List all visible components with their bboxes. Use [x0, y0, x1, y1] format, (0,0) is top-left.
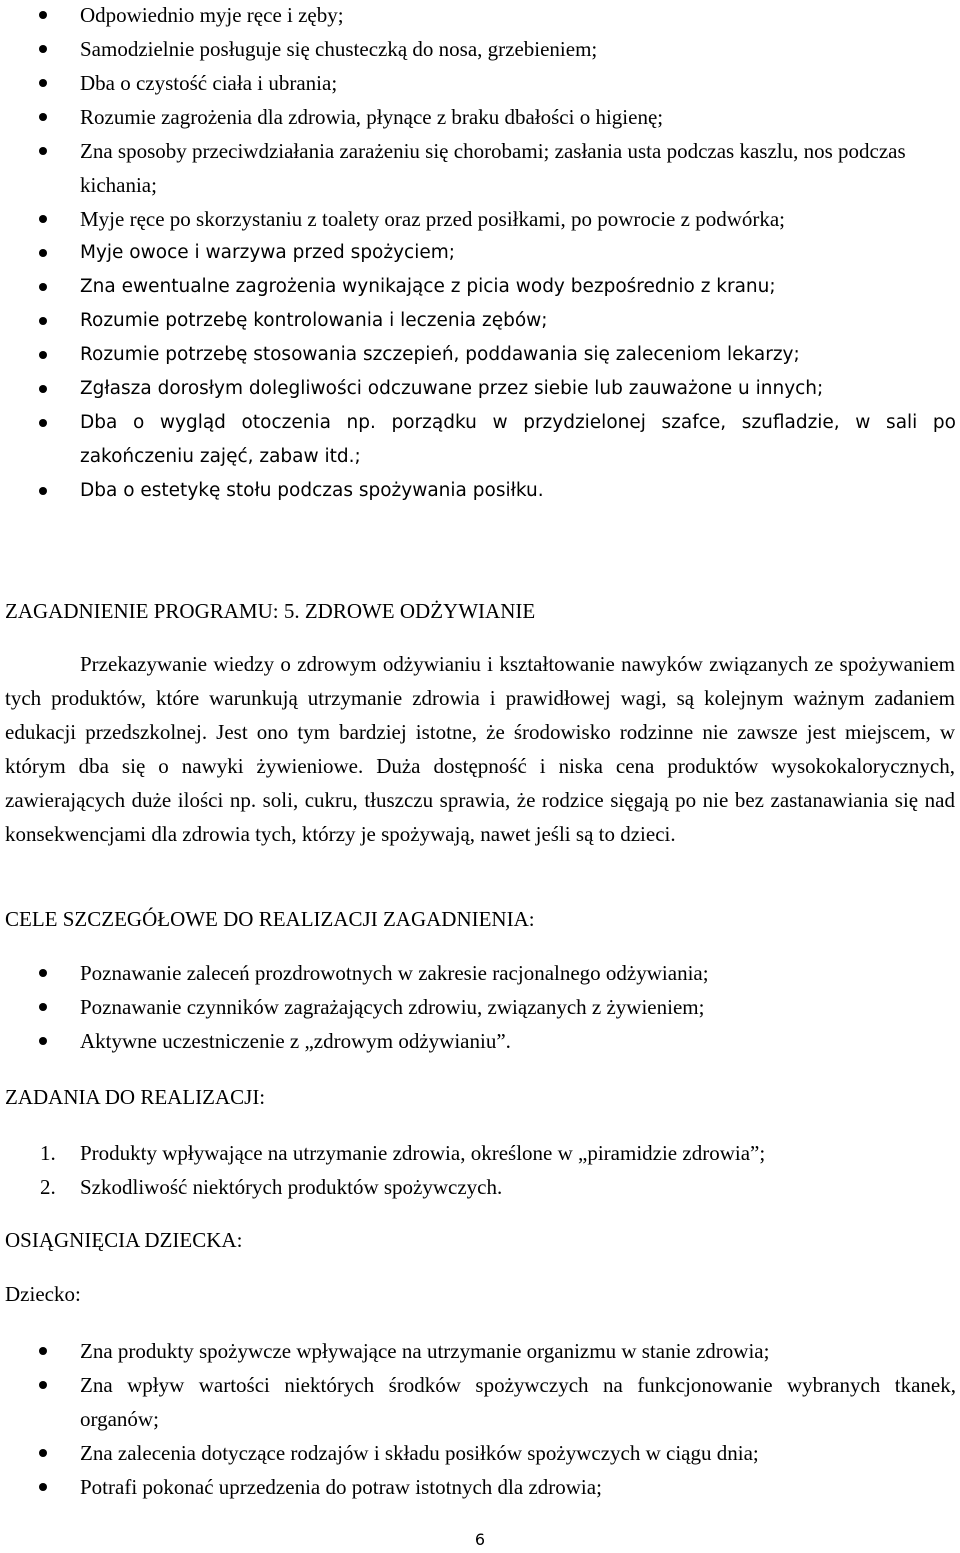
list-item: Zna sposoby przeciwdziałania zarażeniu się chorobami; zasłania usta podczas kaszlu, nos podczas kichania;	[0, 134, 960, 202]
list-item: Samodzielnie posługuje się chusteczką do nosa, grzebieniem;	[0, 32, 960, 66]
achievements-list	[0, 1334, 960, 1504]
list-item: Odpowiednio myje ręce i zęby;	[0, 0, 960, 32]
tasks-heading: ZADANIA DO REALIZACJI:	[5, 1085, 266, 1109]
list-item: Dba o czystość ciała i ubrania;	[0, 66, 960, 100]
bullet-icon	[39, 113, 47, 121]
achievements-heading: OSIĄGNIĘCIA DZIECKA:	[5, 1228, 243, 1252]
bullet-icon	[39, 215, 47, 223]
bullet-icon	[39, 1483, 47, 1491]
page-number: 6	[474, 1530, 486, 1549]
bullet-icon	[39, 351, 47, 359]
intro-paragraph: Przekazywanie wiedzy o zdrowym odżywianiu i kształtowanie nawyków związanych ze spożywaniem tych produktów, które warunkują utrzymanie zdrowia i prawidłowej wagi, są kolejnym ważnym zadaniem edukacji przedszkolnej. Jest ono tym bardziej istotne, że środowisko rodzinne nie zawsze jest miejscem, w którym dba się o nawyki żywieniowe. Duża dostępność i niska cena produktów wysokokalorycznych, zawierających duże ilości np. soli, cukru, tłuszczu sprawia, że rodzice sięgają po nie bez zastanawiania się nad konsekwencjami dla zdrowia tych, którzy je spożywają, nawet jeśli są to dzieci.	[5, 652, 955, 846]
list-item: Myje owoce i warzywa przed spożyciem;	[0, 236, 960, 270]
list-item: Zgłasza dorosłym dolegliwości odczuwane przez siebie lub zauważone u innych;	[0, 372, 960, 406]
list-item: Poznawanie zaleceń prozdrowotnych w zakresie racjonalnego odżywiania;	[0, 956, 960, 990]
hygiene-list	[0, 0, 960, 508]
bullet-icon	[39, 1381, 47, 1389]
list-item: Aktywne uczestniczenie z „zdrowym odżywianiu”.	[0, 1024, 960, 1058]
tasks-list	[0, 1136, 960, 1204]
bullet-icon	[39, 317, 47, 325]
bullet-icon	[39, 79, 47, 87]
bullet-icon	[39, 249, 47, 257]
section-title: ZAGADNIENIE PROGRAMU: 5. ZDROWE ODŻYWIANIE	[5, 599, 536, 623]
list-item: Zna zalecenia dotyczące rodzajów i składu posiłków spożywczych w ciągu dnia;	[0, 1436, 960, 1470]
bullet-icon	[39, 487, 47, 495]
achievements-subheading: Dziecko:	[5, 1282, 81, 1306]
goals-heading: CELE SZCZEGÓŁOWE DO REALIZACJI ZAGADNIENIA:	[5, 907, 535, 931]
bullet-icon	[39, 1449, 47, 1457]
list-item: Poznawanie czynników zagrażających zdrowiu, związanych z żywieniem;	[0, 990, 960, 1024]
bullet-icon	[39, 11, 47, 19]
list-item: Dba o wygląd otoczenia np. porządku w przydzielonej szafce, szufladzie, w sali po zakończeniu zajęć, zabaw itd.;	[0, 406, 960, 474]
list-item: Zna ewentualne zagrożenia wynikające z picia wody bezpośrednio z kranu;	[0, 270, 960, 304]
bullet-icon	[39, 147, 47, 155]
list-item: 1. Produkty wpływające na utrzymanie zdrowia, określone w „piramidzie zdrowia”;	[40, 1141, 766, 1165]
bullet-icon	[39, 969, 47, 977]
bullet-icon	[39, 385, 47, 393]
goals-list	[0, 956, 960, 1058]
bullet-icon	[39, 283, 47, 291]
list-item: Dba o estetykę stołu podczas spożywania posiłku.	[0, 474, 960, 508]
list-item: 2. Szkodliwość niektórych produktów spożywczych.	[40, 1175, 503, 1199]
list-item: Zna wpływ wartości niektórych środków spożywczych na funkcjonowanie wybranych tkanek, organów;	[0, 1368, 960, 1436]
list-item: Myje ręce po skorzystaniu z toalety oraz przed posiłkami, po powrocie z podwórka;	[0, 202, 960, 236]
bullet-icon	[39, 419, 47, 427]
bullet-icon	[39, 1347, 47, 1355]
list-item: Rozumie potrzebę stosowania szczepień, poddawania się zaleceniom lekarzy;	[0, 338, 960, 372]
bullet-icon	[39, 1003, 47, 1011]
bullet-icon	[39, 1037, 47, 1045]
list-item: Zna produkty spożywcze wpływające na utrzymanie organizmu w stanie zdrowia;	[0, 1334, 960, 1368]
list-item: Potrafi pokonać uprzedzenia do potraw istotnych dla zdrowia;	[0, 1470, 960, 1504]
list-item: Rozumie zagrożenia dla zdrowia, płynące z braku dbałości o higienę;	[0, 100, 960, 134]
list-item: Rozumie potrzebę kontrolowania i leczenia zębów;	[0, 304, 960, 338]
bullet-icon	[39, 45, 47, 53]
